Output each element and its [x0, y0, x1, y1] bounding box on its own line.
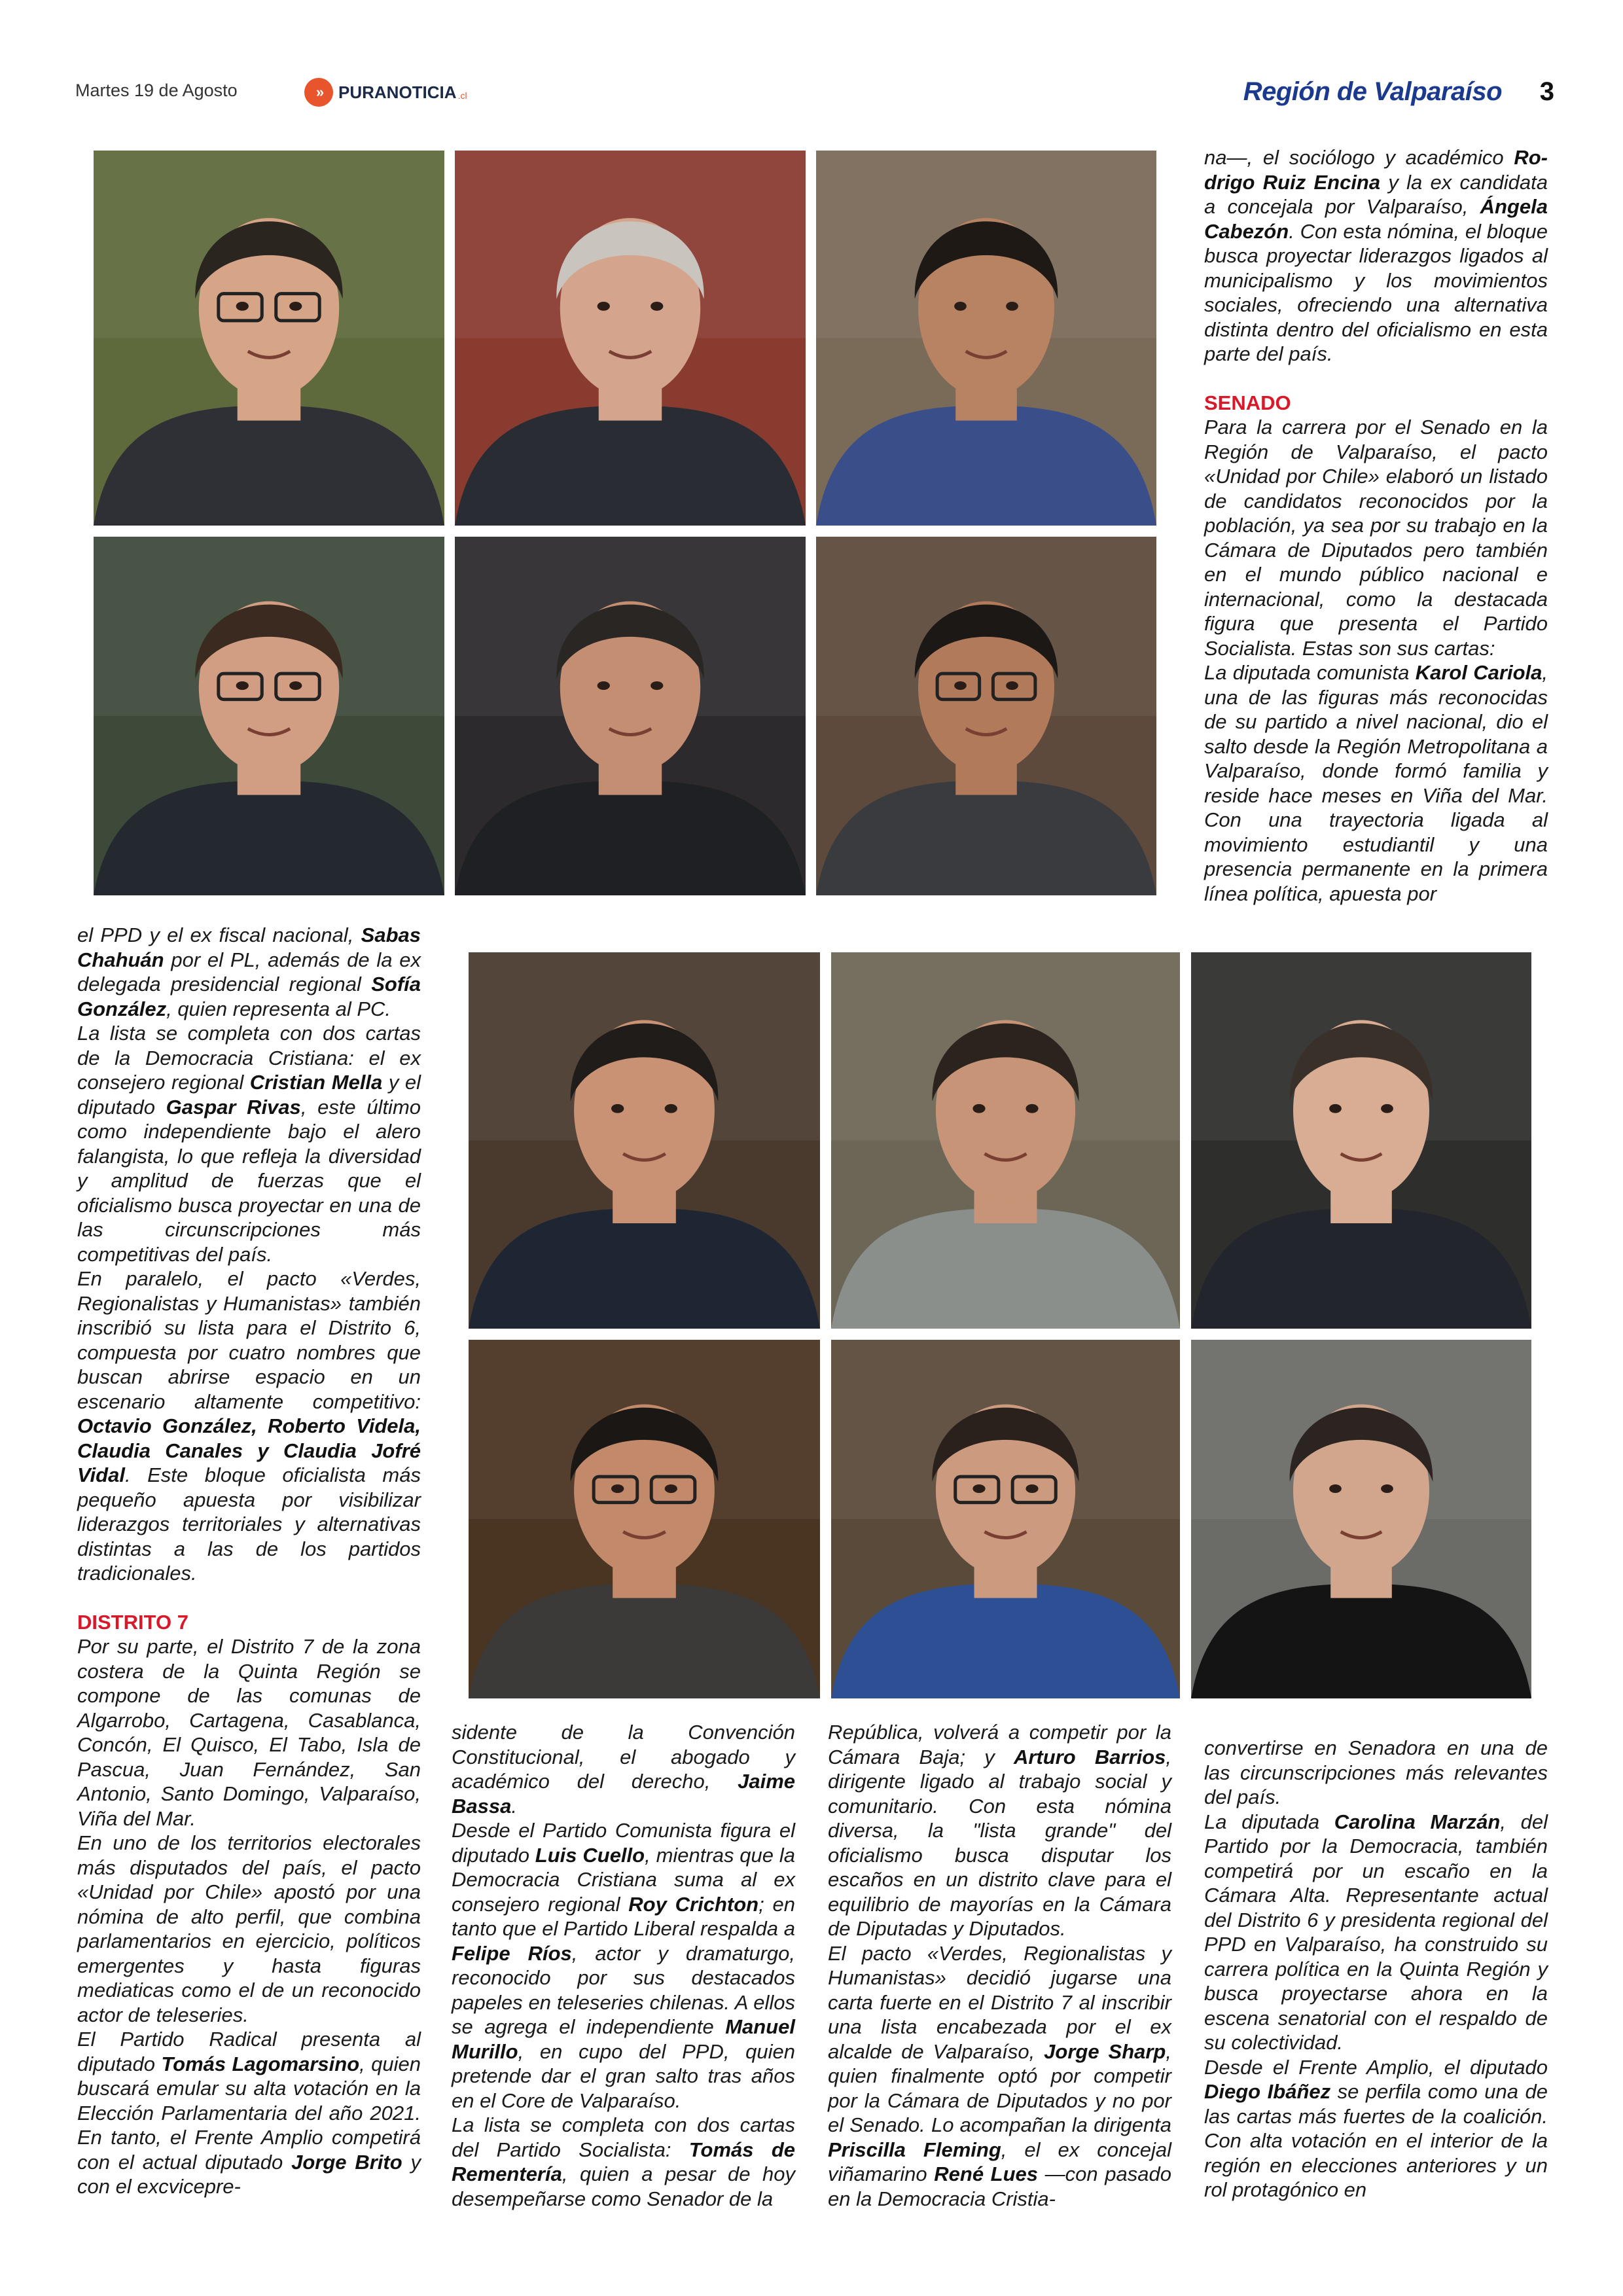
person-name: Arturo Barrios: [1013, 1745, 1166, 1768]
person-name: Octavio González, Roberto Videla, Claudia Canales y Claudia Jofré Vidal: [77, 1414, 421, 1486]
eye: [289, 302, 302, 311]
person-name: Carolina Marzán: [1334, 1810, 1501, 1833]
eye: [1381, 1484, 1393, 1493]
text-run: , quien representa al PC.: [166, 997, 391, 1020]
candidate-photo: [1191, 1340, 1531, 1698]
person-name: Felipe Ríos: [452, 1941, 572, 1965]
candidate-photo: [831, 1340, 1180, 1698]
person-name: Priscilla Fleming: [828, 2138, 1001, 2161]
candidate-photo: [94, 537, 444, 895]
eye: [665, 1484, 677, 1493]
candidate-photo: [469, 1340, 820, 1698]
text-run: convertirse en Senadora en una de las circunscripciones más relevantes del país.: [1204, 1736, 1548, 1808]
text-run: La diputada: [1204, 1810, 1334, 1833]
column-top-right: [1204, 145, 1548, 906]
paragraph: [77, 1021, 421, 1266]
person-name: Jaime Bassa: [452, 1770, 795, 1818]
eye: [954, 302, 967, 311]
eye: [665, 1104, 677, 1113]
paragraph: [1204, 415, 1548, 660]
text-run: y la ex candidata a concejala por Valparaíso,: [1204, 170, 1548, 218]
paragraph: [77, 1266, 421, 1586]
section-heading-senado: SENADO: [1204, 391, 1291, 414]
eye: [289, 681, 302, 690]
header-date: Martes 19 de Agosto: [75, 81, 238, 100]
text-run: , mientras que la Democracia Cristiana suma al ex consejero regional: [452, 1843, 795, 1916]
person-name: Karol Cariola: [1415, 661, 1543, 684]
eye: [1329, 1104, 1342, 1113]
text-run: , actor y dramaturgo, reconocido por sus destacados papeles en teleseries chilenas. A ellos se agrega el independiente: [452, 1941, 795, 2038]
person-name: René Lues: [934, 2162, 1039, 2185]
text-run: , quien a pesar de hoy desempeñarse como Senador de la: [452, 2162, 795, 2210]
candidate-photo: [455, 537, 806, 895]
text-run: se perfila como una de las cartas más fuertes de la coalición. Con alta votación en el interior de la región en elecciones anteriores y un rol protagónico en: [1204, 2080, 1548, 2201]
candidate-photo: [1191, 952, 1531, 1329]
column-bottom-2: [452, 1720, 795, 2211]
paragraph: [77, 1634, 421, 1831]
text-run: República, volverá a competir por la Cámara Baja; y: [828, 1721, 1171, 1768]
person-name: Tomás de Rementería: [452, 2138, 796, 2185]
person-name: Gaspar Rivas: [166, 1095, 301, 1119]
text-run: —con pasado en la Democracia Cristia-: [828, 2162, 1171, 2210]
eye: [1006, 681, 1018, 690]
person-name: Jorge Sharp: [1044, 2039, 1166, 2063]
text-run: y el diputado: [77, 1071, 421, 1119]
paragraph: [452, 1818, 795, 2113]
text-run: , quien buscará emular su alta votación en la Elección Parlamentaria del año 2021. En tanto, el Frente Amplio competirá con el actual diputado: [77, 2052, 421, 2174]
eye: [611, 1484, 624, 1493]
person-name: Cristian Mella: [249, 1071, 383, 1094]
eye: [651, 302, 663, 311]
eye: [1026, 1484, 1038, 1493]
candidate-photo: [816, 537, 1156, 895]
candidate-photo: [816, 151, 1156, 526]
paragraph: [452, 1720, 795, 1818]
eye: [597, 302, 610, 311]
eye: [954, 681, 967, 690]
eye: [972, 1484, 985, 1493]
paragraph: [452, 2113, 795, 2211]
candidate-photo: [831, 952, 1180, 1329]
person-name: Sabas Chahuán: [77, 924, 421, 971]
paragraph: [1204, 660, 1548, 906]
paragraph: [1204, 1810, 1548, 2055]
paragraph: [77, 1831, 421, 2027]
text-run: . Con esta nómina, el bloque busca proyectar liderazgos ligados al municipalismo y los movimientos sociales, ofreciendo una alternativa distinta dentro del oficialismo en esta parte del país.: [1204, 219, 1548, 365]
person-name: Diego Ibáñez: [1204, 2080, 1331, 2103]
text-run: , en cupo del PPD, quien pretende dar el gran salto tras años en el Core de Valparaíso.: [452, 2039, 795, 2112]
text-run: , este último como independiente bajo el alero falangista, lo que refleja la diversidad y amplitud de fuerzas que el oficialismo busca proyectar en una de las circunscripciones más competitivas del país.: [77, 1095, 421, 1266]
paragraph: [828, 1941, 1171, 2212]
paragraph: [1204, 1736, 1548, 1810]
text-run: por el PL, además de la ex delegada presidencial regional: [77, 948, 421, 996]
text-run: La lista se completa con dos cartas de la Democracia Cristiana: el ex consejero regional: [77, 1022, 421, 1094]
text-run: , una de las figuras más reconocidas de su partido a nivel nacional, dio el salto desde la Región Metropolitana a Valparaíso, donde formó familia y reside hace meses en Viña del Mar. Con una trayectoria ligada al movimiento estudiantil y una presencia permanente en la primera línea política, apuesta por: [1204, 661, 1548, 905]
eye: [972, 1104, 985, 1113]
eye: [1381, 1104, 1393, 1113]
text-run: Por su parte, el Distrito 7 de la zona costera de la Quinta Región se compone de las comunas de Algarrobo, Cartagena, Casablanca, Concón, El Quisco, El Tabo, Isla de Pascua, Juan Fernández, San Antonio, Santo Domingo, Valparaíso, Viña del Mar.: [77, 1635, 421, 1830]
logo-suffix: .cl: [457, 90, 467, 101]
text-run: El Partido Radical presenta al diputado: [77, 2028, 421, 2075]
paragraph: [77, 923, 421, 1021]
text-run: Desde el Partido Comunista figura el diputado: [452, 1819, 795, 1867]
candidate-photo: [469, 952, 820, 1329]
candidate-photo: [455, 151, 806, 526]
eye: [1026, 1104, 1038, 1113]
text-run: La diputada comunista: [1204, 661, 1416, 684]
section-heading-distrito-7: DISTRITO 7: [77, 1610, 188, 1634]
logo-text: PURANOTICIA: [338, 82, 457, 102]
text-run: , el ex concejal viñamarino: [828, 2138, 1171, 2185]
text-run: ; en tanto que el Partido Liberal respalda a: [452, 1892, 795, 1940]
person-name: Ro-drigo Ruiz Encina: [1204, 146, 1548, 194]
person-name: Sofía González: [77, 973, 421, 1020]
person-name: Manuel Murillo: [452, 2015, 795, 2063]
text-run: na—, el sociólogo y académico: [1204, 146, 1514, 169]
puranoticia-logo[interactable]: [304, 77, 467, 107]
section-title: Región de Valparaíso: [1243, 77, 1502, 106]
eye: [236, 302, 249, 311]
eye: [611, 1104, 624, 1113]
text-run: En uno de los territorios electorales más disputados del país, el pacto «Unidad por Chile» apostó por una nómina de alto perfil, que combina parlamentarios en ejercicio, políticos emergentes y hasta figuras mediaticas como el de un reconocido actor de teleseries.: [77, 1831, 421, 2026]
column-left: [77, 923, 421, 2199]
eye: [1006, 302, 1018, 311]
column-bottom-3: [828, 1720, 1171, 2211]
text-run: el PPD y el ex fiscal nacional,: [77, 924, 361, 946]
text-run: , quien finalmente optó por competir por la Cámara de Diputados y no por el Senado. Lo acompañan la dirigenta: [828, 2039, 1171, 2136]
person-name: Luis Cuello: [535, 1843, 645, 1867]
text-run: , del Partido por la Democracia, también competirá por un escaño en la Cámara Alta. Representante actual del Distrito 6 y presidenta regional del PPD en Valparaíso, ha construido su carrera política en la Quinta Región y busca proyectarse ahora en la escena senatorial con el respaldo de su colectividad.: [1204, 1810, 1548, 2054]
eye: [1329, 1484, 1342, 1493]
text-run: .: [511, 1794, 517, 1818]
eye: [651, 681, 663, 690]
text-run: . Este bloque oficialista más pequeño apuesta por visibilizar liderazgos territoriales y alternativas distintas a las de los partidos tradicionales.: [77, 1463, 421, 1585]
person-name: Jorge Brito: [291, 2150, 402, 2174]
text-run: Para la carrera por el Senado en la Región de Valparaíso, el pacto «Unidad por Chile» elaboró un listado de candidatos reconocidos por la población, ya sea por su trabajo en la Cámara de Diputados pero también en el mundo público nacional e internacional, como la destacada figura que presenta el Partido Socialista. Estas son sus cartas:: [1204, 416, 1548, 660]
candidate-photo: [94, 151, 444, 526]
paragraph: [828, 1720, 1171, 1941]
person-name: Roy Crichton: [628, 1892, 759, 1916]
text-run: En paralelo, el pacto «Verdes, Regionalistas y Humanistas» también inscribió su lista para el Distrito 6, compuesta por cuatro nombres que buscan abrirse espacio en un escenario altamente competitivo:: [77, 1267, 421, 1413]
eye: [597, 681, 610, 690]
text-run: y con el excvicepre-: [77, 2150, 421, 2198]
text-run: sidente de la Convención Constitucional, el abogado y académico del derecho,: [452, 1721, 795, 1793]
text-run: Desde el Frente Amplio, el diputado: [1204, 2055, 1548, 2079]
eye: [236, 681, 249, 690]
text-run: , dirigente ligado al trabajo social y comunitario. Con esta nómina diversa, la "lista grande" del oficialismo busca disputar los escaños en un distrito clave para el equilibrio de mayorías en la Cámara de Diputadas y Diputados.: [828, 1745, 1171, 1940]
person-name: Ángela Cabezón: [1204, 195, 1548, 243]
text-run: La lista se completa con dos cartas del Partido Socialista:: [452, 2113, 795, 2161]
paragraph: [1204, 145, 1548, 367]
page-header: [75, 77, 1554, 117]
paragraph: [1204, 2055, 1548, 2202]
paragraph: [77, 2027, 421, 2199]
logo-arrows-icon: »: [304, 78, 333, 107]
text-run: El pacto «Verdes, Regionalistas y Humanistas» decidió jugarse una carta fuerte en el Distrito 7 al inscribir una lista encabezada por el ex alcalde de Valparaíso,: [828, 1941, 1171, 2063]
column-bottom-4: [1204, 1736, 1548, 2202]
person-name: Tomás Lagomarsino: [161, 2052, 360, 2075]
page-number: 3: [1539, 77, 1554, 106]
